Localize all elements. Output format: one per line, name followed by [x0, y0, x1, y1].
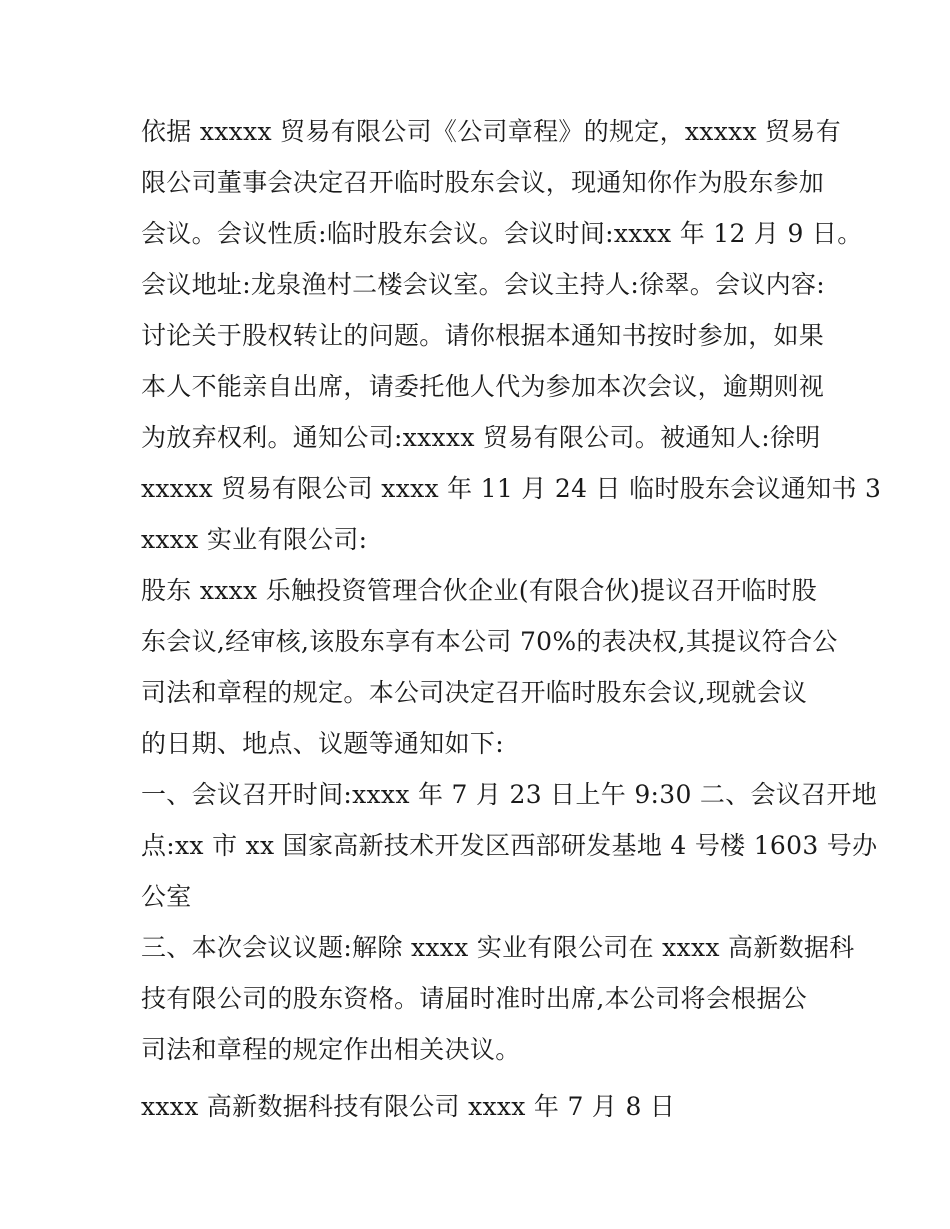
text-line: 本人不能亲自出席，请委托他人代为参加本次会议，逾期则视 — [141, 372, 825, 401]
text-line: xxxx 高新数据科技有限公司 xxxx 年 7 月 8 日 — [141, 1092, 676, 1121]
text-line: 东会议,经审核,该股东享有本公司 70%的表决权,其提议符合公 — [141, 627, 838, 656]
text-line: 司法和章程的规定作出相关决议。 — [141, 1035, 521, 1064]
text-line: 司法和章程的规定。本公司决定召开临时股东会议,现就会议 — [141, 678, 808, 707]
text-line: 的日期、地点、议题等通知如下: — [141, 729, 504, 758]
text-line: 会议地址:龙泉渔村二楼会议室。会议主持人:徐翠。会议内容: — [141, 270, 825, 299]
document-body — [141, 106, 882, 1132]
text-line: 讨论关于股权转让的问题。请你根据本通知书按时参加，如果 — [141, 321, 825, 350]
text-line: 股东 xxxx 乐触投资管理合伙企业(有限合伙)提议召开临时股 — [141, 576, 818, 605]
text-line: 限公司董事会决定召开临时股东会议，现通知你作为股东参加 — [141, 168, 825, 197]
text-line: 一、会议召开时间:xxxx 年 7 月 23 日上午 9:30 二、会议召开地 — [141, 780, 878, 809]
text-line: 点:xx 市 xx 国家高新技术开发区西部研发基地 4 号楼 1603 号办 — [141, 831, 878, 860]
text-line: 依据 xxxxx 贸易有限公司《公司章程》的规定，xxxxx 贸易有 — [141, 117, 842, 146]
text-line: 三、本次会议议题:解除 xxxx 实业有限公司在 xxxx 高新数据科 — [141, 933, 855, 962]
text-line: 公室 — [141, 882, 192, 911]
text-line: xxxxx 贸易有限公司 xxxx 年 11 月 24 日 临时股东会议通知书 3 — [141, 474, 882, 503]
text-line: 会议。会议性质:临时股东会议。会议时间:xxxx 年 12 月 9 日。 — [141, 219, 863, 248]
text-line: 技有限公司的股东资格。请届时准时出席,本公司将会根据公 — [141, 984, 808, 1013]
text-line: xxxx 实业有限公司: — [141, 525, 368, 554]
text-line: 为放弃权利。通知公司:xxxxx 贸易有限公司。被通知人:徐明 — [141, 423, 821, 452]
